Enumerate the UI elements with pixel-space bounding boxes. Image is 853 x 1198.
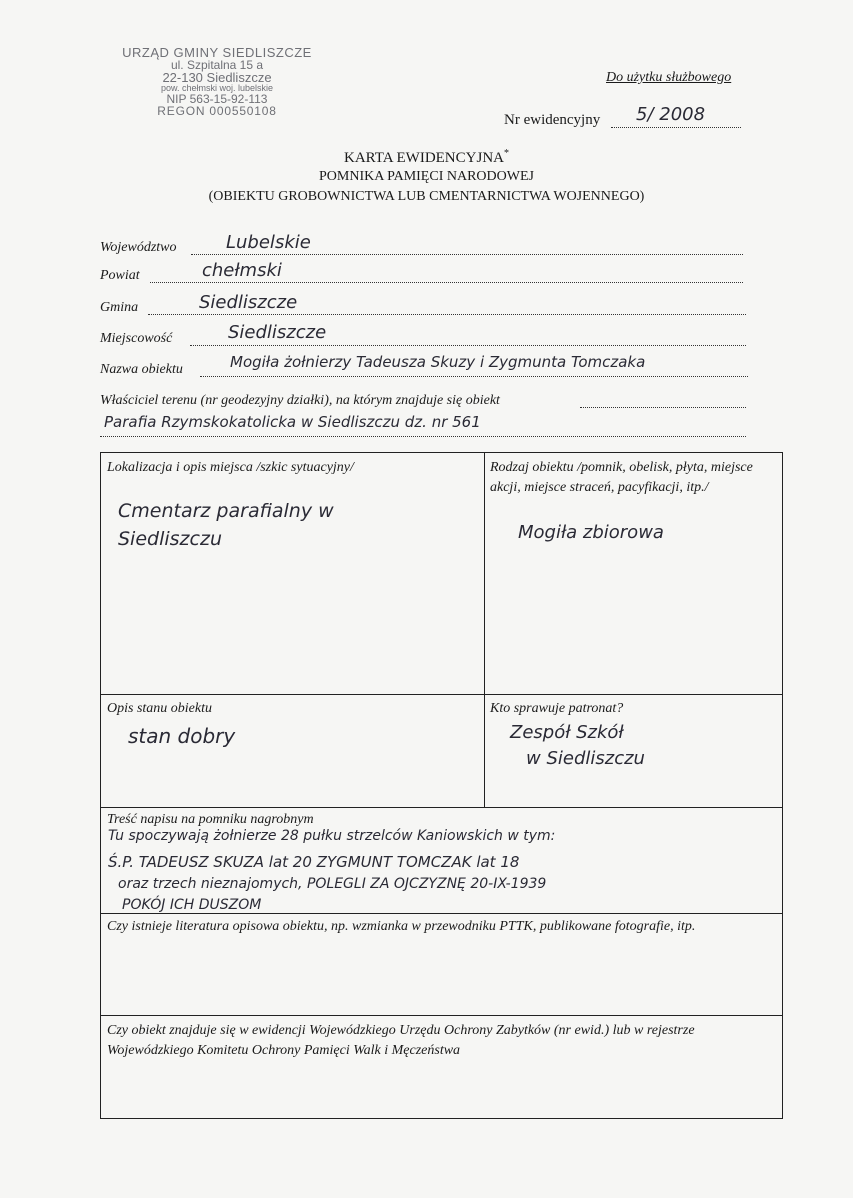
owner-line-2 <box>100 436 746 437</box>
commune-value: Siedliszcze <box>199 292 298 313</box>
locality-value: Siedliszcze <box>228 322 327 343</box>
stamp-line-2: ul. Szpitalna 15 a <box>170 58 264 72</box>
object-name-label: Nazwa obiektu <box>100 362 183 377</box>
object-type-value: Mogiła zbiorowa <box>518 522 664 543</box>
registry-number-value: 5/ 2008 <box>636 104 706 125</box>
condition-value: stan dobry <box>128 724 236 748</box>
county-line <box>150 282 743 283</box>
locality-label: Miejscowość <box>100 331 173 346</box>
county-value: chełmski <box>202 260 282 281</box>
inscription-line-4: POKÓJ ICH DUSZOM <box>122 897 262 913</box>
patronage-label: Kto sprawuje patronat? <box>490 701 624 716</box>
title-asterisk: * <box>503 148 509 159</box>
locality-line <box>190 345 746 346</box>
table-divider-vertical <box>484 452 485 808</box>
card-title-text: KARTA EWIDENCYJNA <box>344 150 504 166</box>
office-stamp <box>122 46 312 117</box>
owner-label: Właściciel terenu (nr geodezyjny działki), na którym znajduje się obiekt <box>100 393 500 408</box>
object-name-line <box>200 376 748 377</box>
inscription-line-2: Ś.P. TADEUSZ SKUZA lat 20 ZYGMUNT TOMCZAK lat 18 <box>108 853 520 871</box>
county-label: Powiat <box>100 268 140 283</box>
object-name-value: Mogiła żołnierzy Tadeusza Skuzy i Zygmunta Tomczaka <box>230 353 646 371</box>
card-title <box>0 148 853 167</box>
registry-number-label: Nr ewidencyjny <box>504 112 601 128</box>
inscription-line-1: Tu spoczywają żołnierze 28 pułku strzelców Kaniowskich w tym: <box>108 828 556 844</box>
inscription-line-3: oraz trzech nieznajomych, POLEGLI ZA OJCZYZNĘ 20-IX-1939 <box>118 876 547 892</box>
commune-line <box>148 314 746 315</box>
commune-label: Gmina <box>100 300 139 315</box>
literature-label: Czy istnieje literatura opisowa obiektu, np. wzmianka w przewodniku PTTK, publikowane fotografie, itp. <box>107 919 696 934</box>
condition-label: Opis stanu obiektu <box>107 701 212 716</box>
stamp-line-3: 22-130 Siedliszcze <box>162 70 272 85</box>
table-divider-2 <box>100 807 783 808</box>
voivodeship-label: Województwo <box>100 240 177 255</box>
voivodeship-value: Lubelskie <box>226 232 311 253</box>
patronage-value-2: w Siedliszczu <box>526 748 645 769</box>
stamp-line-4: pow. chełmski woj. lubelskie <box>160 83 274 93</box>
official-use-note: Do użytku służbowego <box>606 70 732 85</box>
owner-line-1 <box>580 407 746 408</box>
object-type-label: Rodzaj obiektu /pomnik, obelisk, płyta, miejsce akcji, miejsce straceń, pacyfikacji, itp./ <box>490 460 753 495</box>
details-table <box>100 452 783 1119</box>
owner-value: Parafia Rzymskokatolicka w Siedliszczu dz. nr 561 <box>104 413 481 431</box>
stamp-line-5: NIP 563-15-92-113 <box>166 92 268 106</box>
registry-label: Czy obiekt znajduje się w ewidencji Wojewódzkiego Urzędu Ochrony Zabytków (nr ewid.) lub w rejestrze Wojewódzkiego Komitetu Ochrony Pamięci Walk i Męczeństwa <box>107 1023 695 1058</box>
location-value-1: Cmentarz parafialny w <box>118 500 334 522</box>
table-divider-4 <box>100 1015 783 1016</box>
inscription-label: Treść napisu na pomniku nagrobnym <box>107 812 314 827</box>
registry-number-line <box>611 127 741 128</box>
card-subtitle: POMNIKA PAMIĘCI NARODOWEJ <box>319 169 534 184</box>
voivodeship-line <box>191 254 743 255</box>
card-subtitle-2: (OBIEKTU GROBOWNICTWA LUB CMENTARNICTWA WOJENNEGO) <box>208 189 645 204</box>
patronage-value-1: Zespół Szkół <box>510 722 624 743</box>
stamp-line-6: REGON 000550108 <box>157 104 277 118</box>
table-divider-3 <box>100 913 783 914</box>
location-label: Lokalizacja i opis miejsca /szkic sytuacyjny/ <box>107 460 354 475</box>
stamp-line-1: URZĄD GMINY SIEDLISZCZE <box>122 45 312 60</box>
location-value-2: Siedliszczu <box>118 528 222 550</box>
table-divider-1 <box>100 694 783 695</box>
